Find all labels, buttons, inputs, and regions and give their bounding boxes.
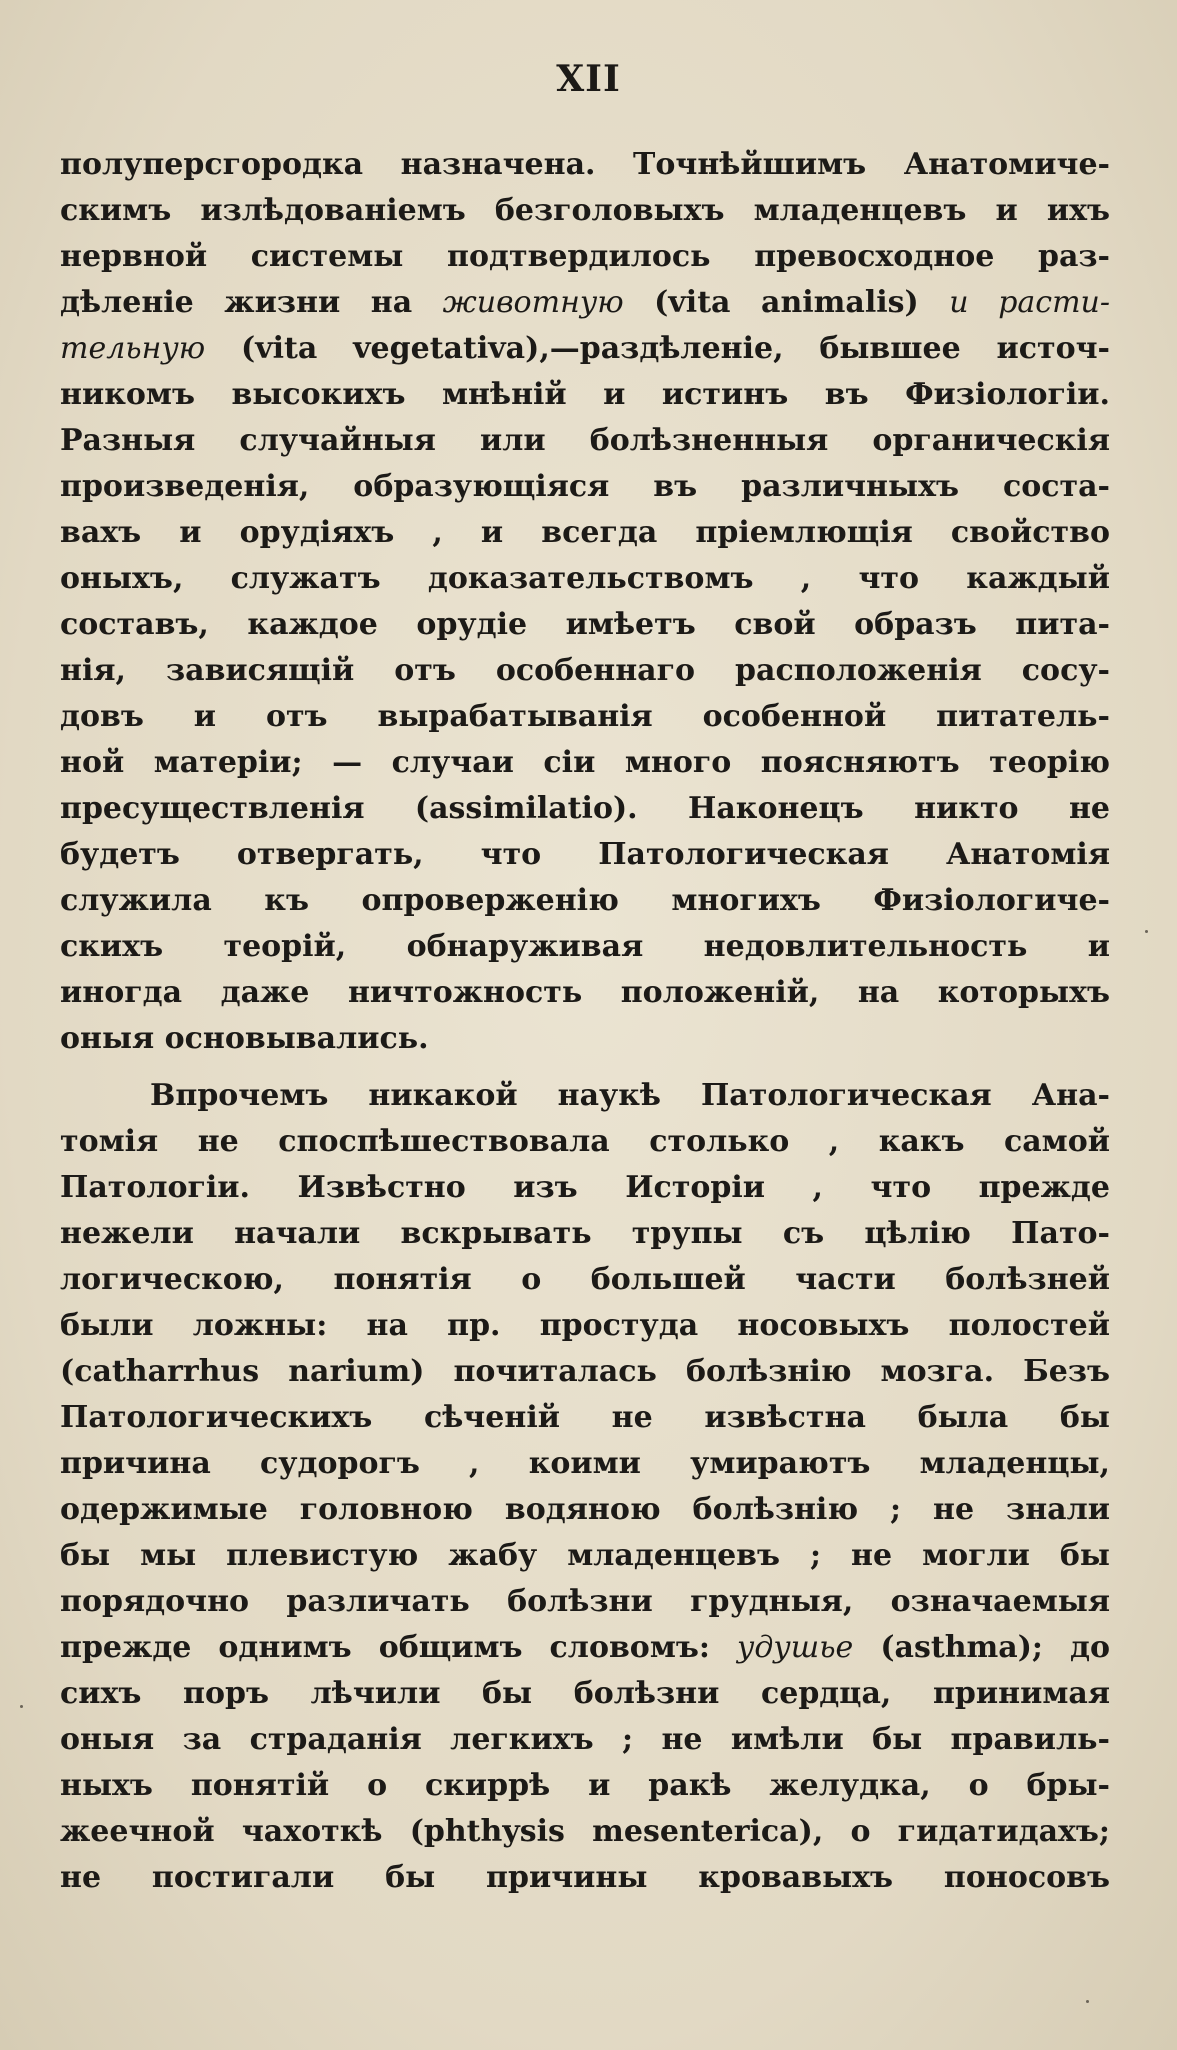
- paragraph-2: [60, 1073, 1110, 1901]
- text-line: нежели начали вскрывать трупы съ цѣлію Пато-: [60, 1216, 1110, 1251]
- text-line: [60, 1625, 1110, 1671]
- paragraph-1: [60, 142, 1110, 1062]
- text-line: ной матеріи; — случаи сіи много поясняютъ теорію: [60, 745, 1110, 780]
- text-line: скихъ теорій, обнаруживая недовлительность и: [60, 929, 1110, 964]
- text-line: оныя за страданія легкихъ ; не имѣли бы правиль-: [60, 1722, 1110, 1757]
- text-run: дѣленіе жизни на: [60, 285, 443, 320]
- text-line: бы мы плевистую жабу младенцевъ ; не могли бы: [60, 1538, 1110, 1573]
- text-line: Патологическихъ сѣченій не извѣстна была бы: [60, 1400, 1110, 1435]
- text-line: составъ, каждое орудіе имѣетъ свой образъ пита-: [60, 607, 1110, 642]
- text-line: служила къ опроверженію многихъ Физіологиче-: [60, 883, 1110, 918]
- text-line: не постигали бы причины кровавыхъ поносовъ: [60, 1860, 1110, 1895]
- text-line: вахъ и орудіяхъ , и всегда пріемлющія свойство: [60, 515, 1110, 550]
- paper-speck: [1086, 2000, 1089, 2003]
- text-line: произведенія, образующіяся въ различныхъ соста-: [60, 469, 1110, 504]
- text-line: иногда даже ничтожность положеній, на которыхъ: [60, 975, 1110, 1010]
- text-line: сихъ поръ лѣчили бы болѣзни сердца, принимая: [60, 1676, 1110, 1711]
- text-line: причина судорогъ , коими умираютъ младенцы,: [60, 1446, 1110, 1481]
- text-line: Разныя случайныя или болѣзненныя органическія: [60, 423, 1110, 458]
- text-line: Патологіи. Извѣстно изъ Исторіи , что прежде: [60, 1170, 1110, 1205]
- text-line: жеечной чахоткѣ (phthysis mesenterica), о гидатидахъ;: [60, 1814, 1110, 1849]
- text-line: никомъ высокихъ мнѣній и истинъ въ Физіологіи.: [60, 377, 1110, 412]
- text-line: порядочно различать болѣзни грудныя, означаемыя: [60, 1584, 1110, 1619]
- text-run: (vita vegetativa),—раздѣленіе, бывшее источ-: [205, 331, 1110, 366]
- text-line: были ложны: на пр. простуда носовыхъ полостей: [60, 1308, 1110, 1343]
- text-run: прежде однимъ общимъ словомъ:: [60, 1630, 737, 1665]
- text-run: (asthma); до: [853, 1630, 1110, 1665]
- text-line: будетъ отвергать, что Патологическая Анатомія: [60, 837, 1110, 872]
- text-line: оныхъ, служатъ доказательствомъ , что каждый: [60, 561, 1110, 596]
- italic-term: животную: [442, 285, 624, 320]
- text-line: довъ и отъ вырабатыванія особенной питатель-: [60, 699, 1110, 734]
- text-line: нервной системы подтвердилось превосходное раз-: [60, 239, 1110, 274]
- text-run: (vita animalis): [623, 285, 950, 320]
- italic-term: удушье: [736, 1630, 854, 1665]
- text-line: полуперсгородка назначена. Точнѣйшимъ Анатомиче-: [60, 147, 1110, 182]
- text-line: пресуществленія (assimilatio). Наконецъ никто не: [60, 791, 1110, 826]
- text-line: нія, зависящій отъ особеннаго расположенія сосу-: [60, 653, 1110, 688]
- text-line: [60, 280, 1110, 326]
- italic-term: и расти-: [949, 285, 1110, 320]
- text-line: ныхъ понятій о скиррѣ и ракѣ желудка, о бры-: [60, 1768, 1110, 1803]
- text-line: [60, 326, 1110, 372]
- page-number: XII: [556, 58, 621, 100]
- text-line: Впрочемъ никакой наукѣ Патологическая Ана-: [150, 1078, 1110, 1113]
- text-line: скимъ излѣдованіемъ безголовыхъ младенцевъ и ихъ: [60, 193, 1110, 228]
- text-line: томія не споспѣшествовала столько , какъ самой: [60, 1124, 1110, 1159]
- text-line: оныя основывались.: [60, 1021, 429, 1056]
- text-line: (catharrhus narium) почиталась болѣзнію мозга. Безъ: [60, 1354, 1110, 1389]
- paper-speck: [20, 1705, 23, 1708]
- italic-term: тельную: [60, 331, 206, 366]
- paper-speck: [1145, 930, 1148, 933]
- text-line: одержимые головною водяною болѣзнію ; не знали: [60, 1492, 1110, 1527]
- text-line: логическою, понятія о большей части болѣзней: [60, 1262, 1110, 1297]
